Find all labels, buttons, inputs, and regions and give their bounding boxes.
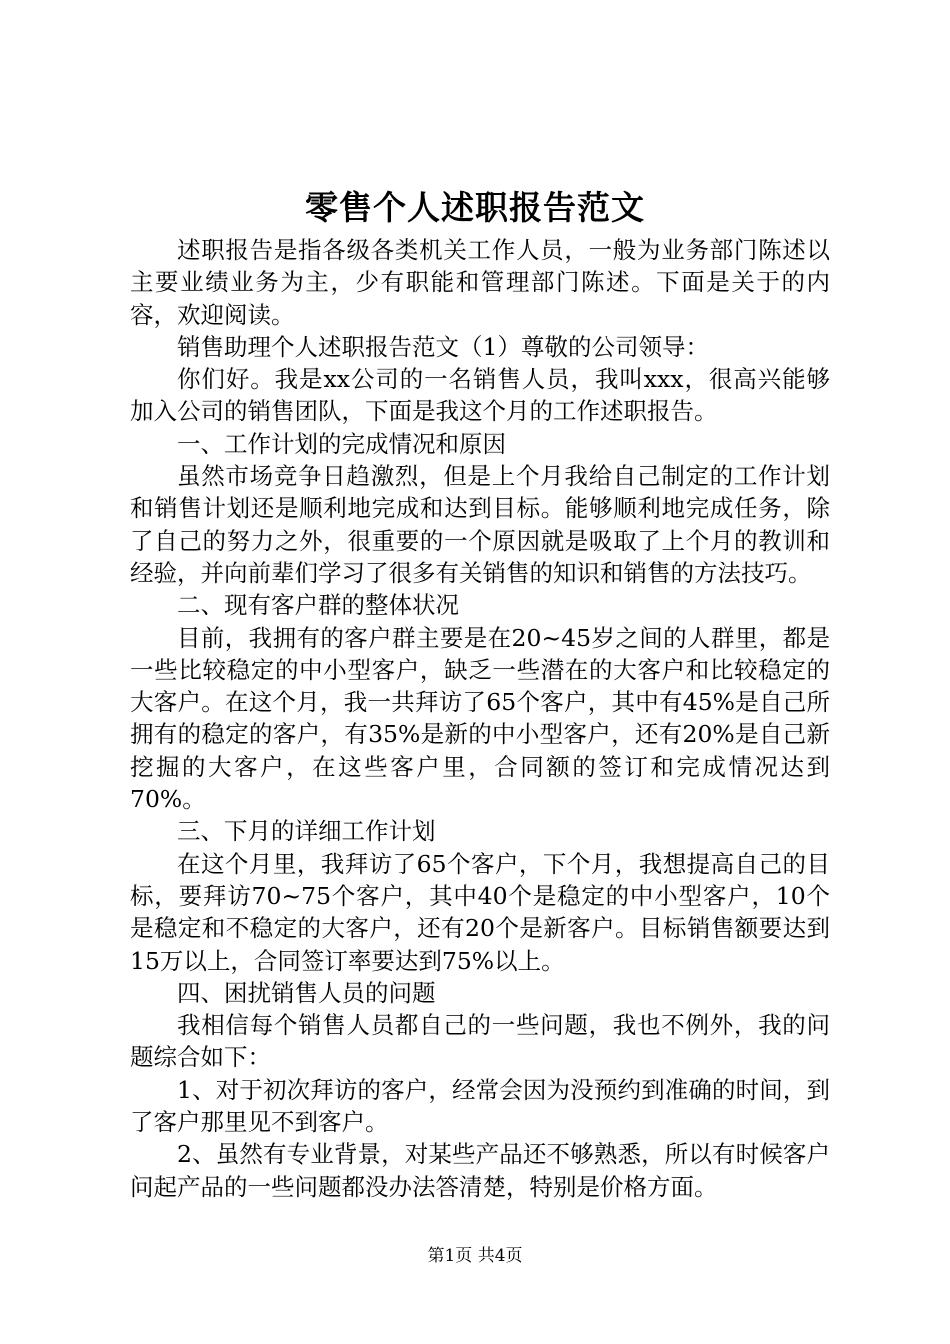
problem-item-2: 2、虽然有专业背景，对某些产品还不够熟悉，所以有时候客户问起产品的一些问题都没办法答清楚，特别是价格方面。 (130, 1140, 830, 1201)
document-body (130, 234, 830, 1203)
section-heading-3: 三、下月的详细工作计划 (177, 817, 436, 846)
page-title: 零售个人述职报告范文 (305, 188, 645, 227)
intro-paragraph: 述职报告是指各级各类机关工作人员，一般为业务部门陈述以主要业绩业务为主，少有职能和管理部门陈述。下面是关于的内容，欢迎阅读。 (130, 236, 830, 329)
section-heading-4: 四、困扰销售人员的问题 (177, 978, 436, 1007)
report-heading-line: 销售助理个人述职报告范文（1）尊敬的公司领导： (177, 332, 709, 361)
section-1-paragraph: 虽然市场竞争日趋激烈，但是上个月我给自己制定的工作计划和销售计划还是顺利地完成和达到目标。能够顺利地完成任务，除了自己的努力之外，很重要的一个原因就是吸取了上个月的教训和经验，并向前辈们学习了很多有关销售的知识和销售的方法技巧。 (130, 462, 830, 587)
greeting-paragraph: 你们好。我是xx公司的一名销售人员，我叫xxx，很高兴能够加入公司的销售团队，下面是我这个月的工作述职报告。 (130, 365, 830, 426)
section-heading-2: 二、现有客户群的整体状况 (177, 591, 459, 620)
section-2-paragraph: 目前，我拥有的客户群主要是在20~45岁之间的人群里，都是一些比较稳定的中小型客户，缺乏一些潜在的大客户和比较稳定的大客户。在这个月，我一共拜访了65个客户，其中有45%是自己所拥有的稳定的客户，有35%是新的中小型客户，还有20%是自己新挖掘的大客户，在这些客户里，合同额的签订和完成情况达到70%。 (130, 623, 830, 814)
section-heading-1: 一、工作计划的完成情况和原因 (177, 429, 506, 458)
page-footer: 第1页 共4页 (427, 1246, 523, 1266)
problem-item-1: 1、对于初次拜访的客户，经常会因为没预约到准确的时间，到了客户那里见不到客户。 (130, 1075, 830, 1137)
section-3-paragraph: 在这个月里，我拜访了65个客户，下个月，我想提高自己的目标，要拜访70~75个客户，其中40个是稳定的中小型客户，10个是稳定和不稳定的大客户，还有20个是新客户。目标销售额要达到15万以上，合同签订率要达到75%以上。 (130, 849, 830, 975)
section-4-paragraph: 我相信每个销售人员都自己的一些问题，我也不例外，我的问题综合如下： (130, 1011, 830, 1072)
